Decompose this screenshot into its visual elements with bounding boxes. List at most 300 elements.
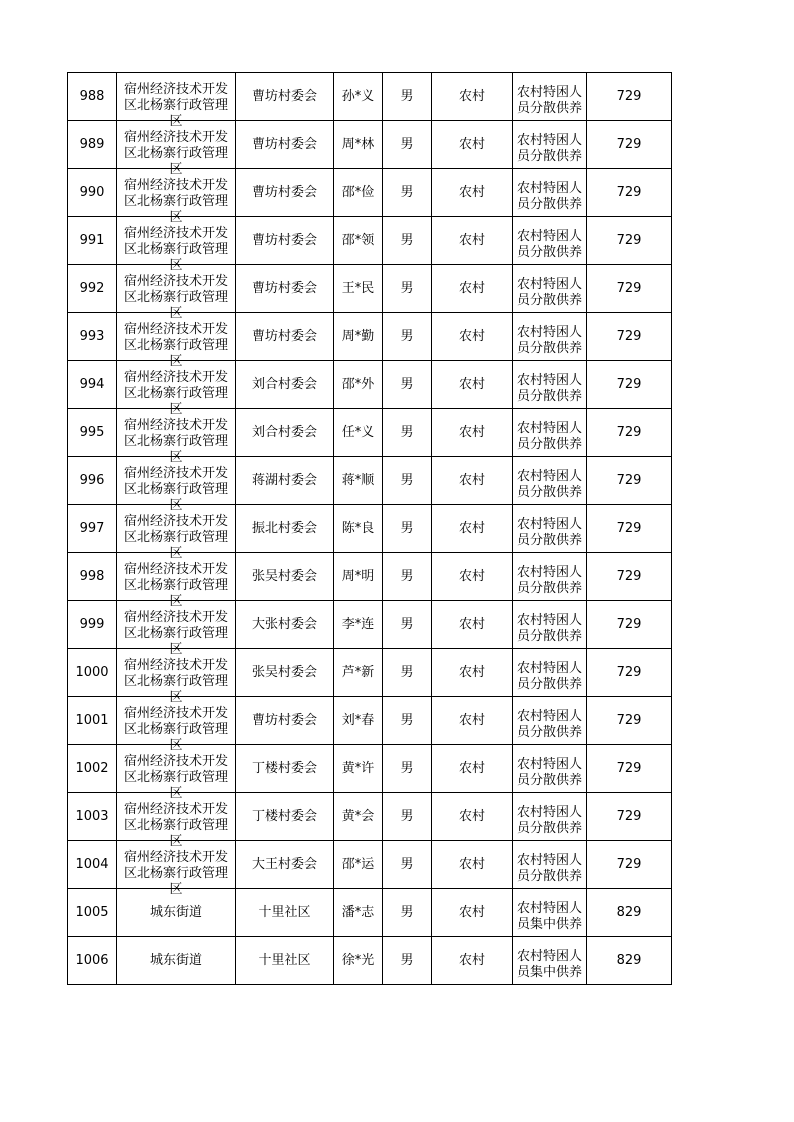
village-name-text: 刘合村委会 bbox=[251, 424, 317, 440]
amount-text: 729 bbox=[616, 232, 642, 248]
cell-support-type bbox=[513, 505, 587, 553]
cell-sex bbox=[383, 217, 432, 265]
cell-support-type bbox=[513, 745, 587, 793]
cell-sex bbox=[383, 169, 432, 217]
cell-area-type bbox=[432, 937, 513, 985]
cell-amount bbox=[587, 889, 672, 937]
row-number-text: 994 bbox=[79, 376, 105, 392]
sex-text: 男 bbox=[400, 664, 414, 680]
cell-unit-name bbox=[117, 793, 236, 849]
unit-name-text: 宿州经济技术开发区北杨寨行政管理区 bbox=[123, 657, 228, 705]
sex-text: 男 bbox=[400, 88, 414, 104]
cell-support-type bbox=[513, 889, 587, 937]
area-type-text: 农村 bbox=[458, 664, 485, 680]
cell-support-type bbox=[513, 697, 587, 745]
cell-amount bbox=[587, 601, 672, 649]
village-name-text: 丁楼村委会 bbox=[251, 808, 317, 824]
cell-village-name bbox=[236, 697, 334, 745]
cell-person-name bbox=[334, 313, 383, 361]
cell-area-type bbox=[432, 313, 513, 361]
person-name-text: 孙*义 bbox=[341, 88, 375, 104]
cell-sex bbox=[383, 457, 432, 505]
cell-support-type bbox=[513, 313, 587, 361]
cell-row-number bbox=[68, 697, 117, 745]
support-type-text: 农村特困人员分散供养 bbox=[516, 804, 582, 836]
sex-text: 男 bbox=[400, 712, 414, 728]
unit-name-text: 宿州经济技术开发区北杨寨行政管理区 bbox=[123, 321, 228, 369]
row-number-text: 1005 bbox=[75, 904, 109, 920]
cell-area-type bbox=[432, 793, 513, 841]
cell-row-number bbox=[68, 361, 117, 409]
person-name-text: 周*林 bbox=[341, 136, 375, 152]
cell-unit-name bbox=[117, 457, 236, 513]
cell-amount bbox=[587, 793, 672, 841]
support-type-text: 农村特困人员分散供养 bbox=[516, 420, 582, 452]
cell-unit-name bbox=[117, 409, 236, 465]
table-row bbox=[68, 505, 672, 553]
cell-village-name bbox=[236, 313, 334, 361]
cell-area-type bbox=[432, 457, 513, 505]
sex-text: 男 bbox=[400, 760, 414, 776]
cell-unit-name bbox=[117, 649, 236, 705]
village-name-text: 振北村委会 bbox=[251, 520, 317, 536]
amount-text: 729 bbox=[616, 760, 642, 776]
cell-amount bbox=[587, 169, 672, 217]
amount-text: 729 bbox=[616, 184, 642, 200]
village-name-text: 张吴村委会 bbox=[251, 664, 317, 680]
cell-sex bbox=[383, 265, 432, 313]
sex-text: 男 bbox=[400, 376, 414, 392]
cell-area-type bbox=[432, 841, 513, 889]
village-name-text: 曹坊村委会 bbox=[251, 328, 317, 344]
amount-text: 729 bbox=[616, 616, 642, 632]
village-name-text: 蒋湖村委会 bbox=[251, 472, 317, 488]
cell-amount bbox=[587, 553, 672, 601]
row-number-text: 999 bbox=[79, 616, 105, 632]
cell-row-number bbox=[68, 457, 117, 505]
area-type-text: 农村 bbox=[458, 88, 485, 104]
support-type-text: 农村特困人员分散供养 bbox=[516, 564, 582, 596]
cell-row-number bbox=[68, 505, 117, 553]
person-name-text: 徐*光 bbox=[341, 952, 375, 968]
cell-row-number bbox=[68, 553, 117, 601]
cell-amount bbox=[587, 313, 672, 361]
village-name-text: 大王村委会 bbox=[251, 856, 317, 872]
cell-row-number bbox=[68, 217, 117, 265]
amount-text: 729 bbox=[616, 856, 642, 872]
sex-text: 男 bbox=[400, 472, 414, 488]
cell-unit-name bbox=[117, 265, 236, 321]
table-row bbox=[68, 121, 672, 169]
cell-village-name bbox=[236, 265, 334, 313]
cell-person-name bbox=[334, 505, 383, 553]
cell-person-name bbox=[334, 121, 383, 169]
cell-support-type bbox=[513, 553, 587, 601]
cell-amount bbox=[587, 457, 672, 505]
cell-unit-name bbox=[117, 217, 236, 273]
support-type-text: 农村特困人员分散供养 bbox=[516, 84, 582, 116]
row-number-text: 1006 bbox=[75, 952, 109, 968]
amount-text: 729 bbox=[616, 424, 642, 440]
sex-text: 男 bbox=[400, 424, 414, 440]
support-type-text: 农村特困人员分散供养 bbox=[516, 468, 582, 500]
cell-row-number bbox=[68, 841, 117, 889]
cell-support-type bbox=[513, 265, 587, 313]
row-number-text: 997 bbox=[79, 520, 105, 536]
area-type-text: 农村 bbox=[458, 520, 485, 536]
cell-sex bbox=[383, 313, 432, 361]
cell-village-name bbox=[236, 601, 334, 649]
cell-village-name bbox=[236, 553, 334, 601]
cell-sex bbox=[383, 601, 432, 649]
cell-amount bbox=[587, 409, 672, 457]
amount-text: 729 bbox=[616, 472, 642, 488]
cell-amount bbox=[587, 505, 672, 553]
table-row bbox=[68, 409, 672, 457]
person-name-text: 邵*运 bbox=[341, 856, 375, 872]
village-name-text: 大张村委会 bbox=[251, 616, 317, 632]
cell-support-type bbox=[513, 409, 587, 457]
person-name-text: 芦*新 bbox=[341, 664, 375, 680]
village-name-text: 曹坊村委会 bbox=[251, 280, 317, 296]
cell-support-type bbox=[513, 121, 587, 169]
cell-unit-name bbox=[117, 841, 236, 897]
cell-unit-name bbox=[117, 73, 236, 129]
table-row bbox=[68, 889, 672, 937]
cell-area-type bbox=[432, 361, 513, 409]
cell-village-name bbox=[236, 793, 334, 841]
cell-area-type bbox=[432, 265, 513, 313]
cell-sex bbox=[383, 505, 432, 553]
cell-sex bbox=[383, 409, 432, 457]
cell-amount bbox=[587, 841, 672, 889]
person-name-text: 刘*春 bbox=[341, 712, 375, 728]
cell-unit-name bbox=[117, 937, 236, 985]
table-row bbox=[68, 745, 672, 793]
cell-support-type bbox=[513, 73, 587, 121]
row-number-text: 998 bbox=[79, 568, 105, 584]
village-name-text: 曹坊村委会 bbox=[251, 232, 317, 248]
cell-person-name bbox=[334, 697, 383, 745]
cell-support-type bbox=[513, 937, 587, 985]
cell-unit-name bbox=[117, 553, 236, 609]
cell-sex bbox=[383, 553, 432, 601]
support-type-text: 农村特困人员分散供养 bbox=[516, 180, 582, 212]
unit-name-text: 宿州经济技术开发区北杨寨行政管理区 bbox=[123, 225, 228, 273]
area-type-text: 农村 bbox=[458, 568, 485, 584]
table-row bbox=[68, 361, 672, 409]
village-name-text: 曹坊村委会 bbox=[251, 136, 317, 152]
row-number-text: 1003 bbox=[75, 808, 109, 824]
unit-name-text: 宿州经济技术开发区北杨寨行政管理区 bbox=[123, 561, 228, 609]
cell-village-name bbox=[236, 409, 334, 457]
person-name-text: 任*义 bbox=[341, 424, 375, 440]
sex-text: 男 bbox=[400, 952, 414, 968]
sex-text: 男 bbox=[400, 856, 414, 872]
sex-text: 男 bbox=[400, 568, 414, 584]
cell-sex bbox=[383, 697, 432, 745]
table-row bbox=[68, 601, 672, 649]
sex-text: 男 bbox=[400, 520, 414, 536]
cell-unit-name bbox=[117, 313, 236, 369]
cell-amount bbox=[587, 937, 672, 985]
support-type-text: 农村特困人员分散供养 bbox=[516, 660, 582, 692]
unit-name-text: 宿州经济技术开发区北杨寨行政管理区 bbox=[123, 81, 228, 129]
cell-area-type bbox=[432, 601, 513, 649]
row-number-text: 996 bbox=[79, 472, 105, 488]
cell-amount bbox=[587, 217, 672, 265]
cell-amount bbox=[587, 697, 672, 745]
cell-amount bbox=[587, 745, 672, 793]
cell-row-number bbox=[68, 793, 117, 841]
table-row bbox=[68, 841, 672, 889]
support-type-text: 农村特困人员集中供养 bbox=[516, 900, 582, 932]
sex-text: 男 bbox=[400, 328, 414, 344]
table-row bbox=[68, 265, 672, 313]
cell-area-type bbox=[432, 697, 513, 745]
amount-text: 729 bbox=[616, 328, 642, 344]
cell-person-name bbox=[334, 601, 383, 649]
unit-name-text: 城东街道 bbox=[149, 904, 202, 920]
unit-name-text: 宿州经济技术开发区北杨寨行政管理区 bbox=[123, 129, 228, 177]
cell-support-type bbox=[513, 361, 587, 409]
person-name-text: 李*连 bbox=[341, 616, 375, 632]
amount-text: 729 bbox=[616, 712, 642, 728]
area-type-text: 农村 bbox=[458, 808, 485, 824]
cell-area-type bbox=[432, 409, 513, 457]
sex-text: 男 bbox=[400, 808, 414, 824]
cell-sex bbox=[383, 745, 432, 793]
unit-name-text: 宿州经济技术开发区北杨寨行政管理区 bbox=[123, 849, 228, 897]
unit-name-text: 宿州经济技术开发区北杨寨行政管理区 bbox=[123, 609, 228, 657]
amount-text: 829 bbox=[616, 952, 642, 968]
amount-text: 729 bbox=[616, 280, 642, 296]
area-type-text: 农村 bbox=[458, 232, 485, 248]
unit-name-text: 宿州经济技术开发区北杨寨行政管理区 bbox=[123, 417, 228, 465]
village-name-text: 曹坊村委会 bbox=[251, 712, 317, 728]
cell-amount bbox=[587, 73, 672, 121]
cell-amount bbox=[587, 121, 672, 169]
cell-row-number bbox=[68, 745, 117, 793]
cell-person-name bbox=[334, 793, 383, 841]
cell-person-name bbox=[334, 265, 383, 313]
cell-row-number bbox=[68, 313, 117, 361]
area-type-text: 农村 bbox=[458, 184, 485, 200]
cell-village-name bbox=[236, 361, 334, 409]
table-row bbox=[68, 649, 672, 697]
cell-row-number bbox=[68, 409, 117, 457]
village-name-text: 张吴村委会 bbox=[251, 568, 317, 584]
person-name-text: 周*明 bbox=[341, 568, 375, 584]
area-type-text: 农村 bbox=[458, 472, 485, 488]
cell-person-name bbox=[334, 553, 383, 601]
row-number-text: 995 bbox=[79, 424, 105, 440]
area-type-text: 农村 bbox=[458, 904, 485, 920]
cell-row-number bbox=[68, 169, 117, 217]
cell-village-name bbox=[236, 121, 334, 169]
amount-text: 729 bbox=[616, 568, 642, 584]
cell-person-name bbox=[334, 361, 383, 409]
roster-body bbox=[68, 73, 672, 985]
table-row bbox=[68, 457, 672, 505]
person-name-text: 周*勤 bbox=[341, 328, 375, 344]
unit-name-text: 城东街道 bbox=[149, 952, 202, 968]
cell-sex bbox=[383, 793, 432, 841]
area-type-text: 农村 bbox=[458, 136, 485, 152]
table-row bbox=[68, 553, 672, 601]
row-number-text: 1004 bbox=[75, 856, 109, 872]
person-name-text: 黄*许 bbox=[341, 760, 375, 776]
person-name-text: 邵*领 bbox=[341, 232, 375, 248]
cell-village-name bbox=[236, 745, 334, 793]
cell-person-name bbox=[334, 937, 383, 985]
cell-support-type bbox=[513, 457, 587, 505]
table-row bbox=[68, 937, 672, 985]
row-number-text: 991 bbox=[79, 232, 105, 248]
cell-village-name bbox=[236, 457, 334, 505]
row-number-text: 993 bbox=[79, 328, 105, 344]
village-name-text: 曹坊村委会 bbox=[251, 88, 317, 104]
cell-support-type bbox=[513, 169, 587, 217]
unit-name-text: 宿州经济技术开发区北杨寨行政管理区 bbox=[123, 753, 228, 801]
cell-row-number bbox=[68, 649, 117, 697]
cell-village-name bbox=[236, 937, 334, 985]
cell-row-number bbox=[68, 889, 117, 937]
cell-sex bbox=[383, 361, 432, 409]
sex-text: 男 bbox=[400, 232, 414, 248]
village-name-text: 刘合村委会 bbox=[251, 376, 317, 392]
sex-text: 男 bbox=[400, 184, 414, 200]
person-name-text: 潘*志 bbox=[341, 904, 375, 920]
cell-person-name bbox=[334, 73, 383, 121]
cell-village-name bbox=[236, 649, 334, 697]
area-type-text: 农村 bbox=[458, 856, 485, 872]
cell-unit-name bbox=[117, 505, 236, 561]
cell-support-type bbox=[513, 841, 587, 889]
cell-sex bbox=[383, 937, 432, 985]
cell-person-name bbox=[334, 169, 383, 217]
cell-unit-name bbox=[117, 169, 236, 225]
cell-support-type bbox=[513, 649, 587, 697]
cell-person-name bbox=[334, 649, 383, 697]
cell-unit-name bbox=[117, 121, 236, 177]
unit-name-text: 宿州经济技术开发区北杨寨行政管理区 bbox=[123, 513, 228, 561]
table-row bbox=[68, 313, 672, 361]
cell-sex bbox=[383, 73, 432, 121]
person-name-text: 黄*会 bbox=[341, 808, 375, 824]
cell-row-number bbox=[68, 73, 117, 121]
cell-person-name bbox=[334, 457, 383, 505]
table-row bbox=[68, 697, 672, 745]
support-type-text: 农村特困人员分散供养 bbox=[516, 852, 582, 884]
amount-text: 729 bbox=[616, 136, 642, 152]
sex-text: 男 bbox=[400, 280, 414, 296]
sex-text: 男 bbox=[400, 136, 414, 152]
amount-text: 729 bbox=[616, 808, 642, 824]
cell-person-name bbox=[334, 841, 383, 889]
row-number-text: 989 bbox=[79, 136, 105, 152]
roster-table bbox=[67, 72, 672, 985]
cell-village-name bbox=[236, 889, 334, 937]
cell-village-name bbox=[236, 505, 334, 553]
cell-row-number bbox=[68, 121, 117, 169]
area-type-text: 农村 bbox=[458, 328, 485, 344]
area-type-text: 农村 bbox=[458, 616, 485, 632]
unit-name-text: 宿州经济技术开发区北杨寨行政管理区 bbox=[123, 369, 228, 417]
area-type-text: 农村 bbox=[458, 760, 485, 776]
row-number-text: 1000 bbox=[75, 664, 109, 680]
cell-row-number bbox=[68, 601, 117, 649]
area-type-text: 农村 bbox=[458, 712, 485, 728]
table-row bbox=[68, 793, 672, 841]
support-type-text: 农村特困人员分散供养 bbox=[516, 132, 582, 164]
support-type-text: 农村特困人员分散供养 bbox=[516, 612, 582, 644]
support-type-text: 农村特困人员分散供养 bbox=[516, 708, 582, 740]
person-name-text: 王*民 bbox=[341, 280, 375, 296]
cell-support-type bbox=[513, 217, 587, 265]
cell-row-number bbox=[68, 937, 117, 985]
row-number-text: 1002 bbox=[75, 760, 109, 776]
cell-unit-name bbox=[117, 361, 236, 417]
cell-area-type bbox=[432, 169, 513, 217]
village-name-text: 丁楼村委会 bbox=[251, 760, 317, 776]
cell-unit-name bbox=[117, 697, 236, 753]
cell-area-type bbox=[432, 505, 513, 553]
area-type-text: 农村 bbox=[458, 424, 485, 440]
cell-sex bbox=[383, 841, 432, 889]
amount-text: 729 bbox=[616, 376, 642, 392]
person-name-text: 蒋*顺 bbox=[341, 472, 375, 488]
amount-text: 729 bbox=[616, 520, 642, 536]
row-number-text: 992 bbox=[79, 280, 105, 296]
cell-sex bbox=[383, 121, 432, 169]
cell-person-name bbox=[334, 217, 383, 265]
cell-area-type bbox=[432, 121, 513, 169]
unit-name-text: 宿州经济技术开发区北杨寨行政管理区 bbox=[123, 273, 228, 321]
cell-sex bbox=[383, 649, 432, 697]
amount-text: 729 bbox=[616, 88, 642, 104]
person-name-text: 邵*外 bbox=[341, 376, 375, 392]
cell-row-number bbox=[68, 265, 117, 313]
support-type-text: 农村特困人员分散供养 bbox=[516, 228, 582, 260]
cell-unit-name bbox=[117, 601, 236, 657]
support-type-text: 农村特困人员分散供养 bbox=[516, 756, 582, 788]
area-type-text: 农村 bbox=[458, 376, 485, 392]
amount-text: 729 bbox=[616, 664, 642, 680]
table-row bbox=[68, 73, 672, 121]
cell-amount bbox=[587, 361, 672, 409]
village-name-text: 曹坊村委会 bbox=[251, 184, 317, 200]
cell-area-type bbox=[432, 745, 513, 793]
unit-name-text: 宿州经济技术开发区北杨寨行政管理区 bbox=[123, 177, 228, 225]
cell-area-type bbox=[432, 649, 513, 697]
cell-amount bbox=[587, 265, 672, 313]
table-row bbox=[68, 169, 672, 217]
cell-area-type bbox=[432, 553, 513, 601]
village-name-text: 十里社区 bbox=[258, 904, 311, 920]
cell-amount bbox=[587, 649, 672, 697]
person-name-text: 邵*俭 bbox=[341, 184, 375, 200]
sex-text: 男 bbox=[400, 616, 414, 632]
area-type-text: 农村 bbox=[458, 280, 485, 296]
cell-area-type bbox=[432, 73, 513, 121]
unit-name-text: 宿州经济技术开发区北杨寨行政管理区 bbox=[123, 705, 228, 753]
cell-person-name bbox=[334, 745, 383, 793]
cell-area-type bbox=[432, 889, 513, 937]
row-number-text: 988 bbox=[79, 88, 105, 104]
cell-sex bbox=[383, 889, 432, 937]
cell-person-name bbox=[334, 889, 383, 937]
